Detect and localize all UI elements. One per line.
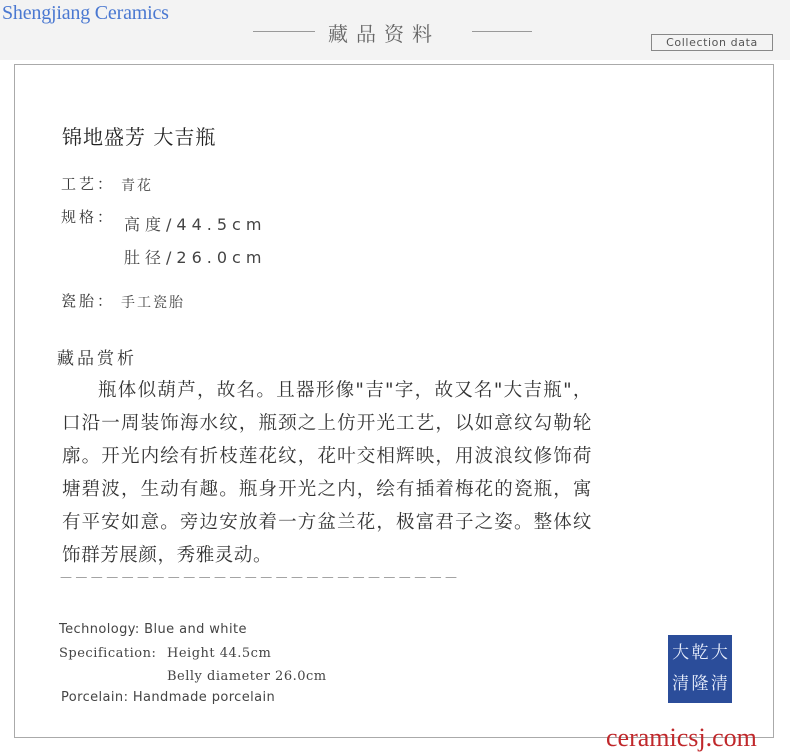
spec-belly: 肚径/26.0cm	[124, 248, 267, 267]
header-right-rule	[472, 31, 532, 32]
product-title: 锦地盛芳 大吉瓶	[62, 125, 217, 149]
appreciation-text: 瓶体似葫芦，故名。且器形像"吉"字，故又名"大吉瓶"，口沿一周装饰海水纹，瓶颈之上仿开光工艺，以如意纹勾勒轮廓。开光内绘有折枝莲花纹，花叶交相辉映，用波浪纹修饰荷塘碧波，生动有趣。瓶身开光之内，绘有插着梅花的瓷瓶，寓有平安如意。旁边安放着一方盆兰花，极富君子之姿。整体纹饰群芳展颜，秀雅灵动。	[62, 380, 592, 566]
seal-char: 大	[672, 643, 690, 663]
header-title: 藏品资料	[328, 22, 440, 46]
body-label: 瓷胎：	[61, 292, 116, 310]
seal-char: 清	[672, 674, 690, 694]
collection-data-badge: Collection data	[651, 34, 773, 51]
brand-logo[interactable]: Shengjiang Ceramics	[2, 2, 169, 24]
technique-value: 青花	[121, 178, 153, 194]
en-spec-label: Specification:	[59, 646, 157, 661]
seal-char: 隆	[691, 674, 709, 694]
en-spec-belly: Belly diameter 26.0cm	[167, 669, 327, 684]
dashed-divider: ——————————————————————————	[60, 570, 461, 584]
spec-label: 规格：	[61, 208, 116, 226]
technique-label: 工艺：	[61, 175, 116, 193]
site-watermark: ceramicsj.com	[606, 723, 757, 752]
header-left-rule	[253, 31, 315, 32]
body-value: 手工瓷胎	[121, 295, 185, 311]
seal-char: 大	[710, 643, 728, 663]
spec-height: 高度/44.5cm	[124, 215, 267, 234]
en-spec-height: Height 44.5cm	[167, 646, 272, 661]
appreciation-title: 藏品赏析	[57, 349, 137, 369]
seal-char: 乾	[691, 643, 709, 663]
reign-mark-seal	[668, 635, 732, 703]
en-technology: Technology: Blue and white	[59, 622, 247, 637]
en-porcelain: Porcelain: Handmade porcelain	[61, 690, 276, 705]
seal-char: 清	[710, 674, 728, 694]
